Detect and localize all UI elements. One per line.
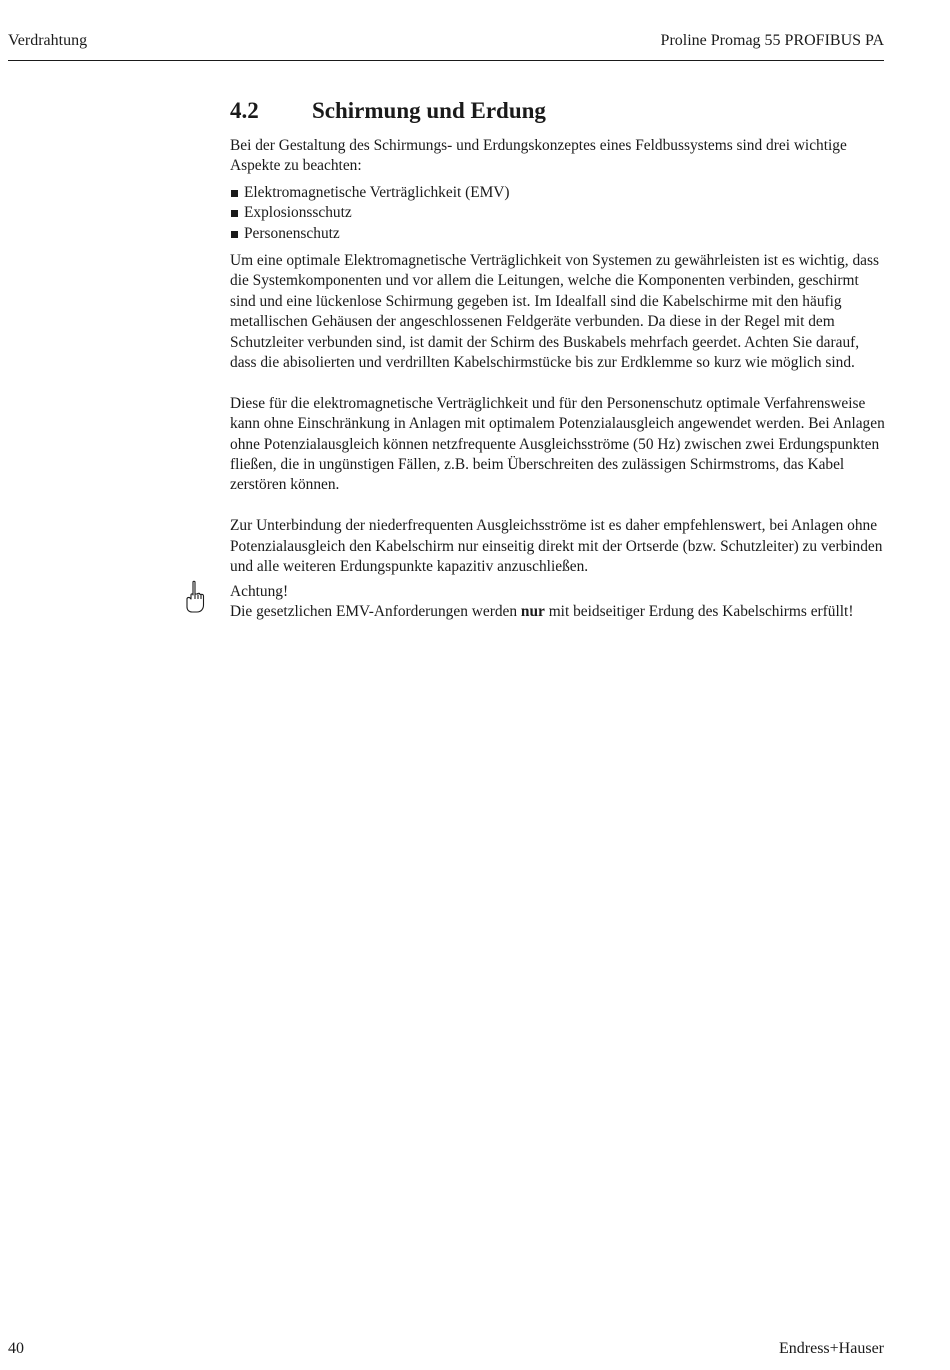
list-item: Elektromagnetische Verträglichkeit (EMV) bbox=[230, 183, 885, 203]
aspects-list bbox=[230, 183, 885, 244]
warning-note bbox=[230, 582, 885, 623]
header-section-name: Verdrahtung bbox=[8, 32, 88, 49]
page-header bbox=[8, 32, 884, 61]
brand-name: Endress+Hauser bbox=[779, 1340, 884, 1357]
note-heading: Achtung! bbox=[230, 582, 289, 600]
section-title: Schirmung und Erdung bbox=[312, 98, 546, 123]
list-item: Personenschutz bbox=[230, 224, 885, 244]
body-paragraph: Um eine optimale Elektromagnetische Verträglichkeit von Systemen zu gewährleisten ist es wichtig, dass die Systemkomponenten und vor allem die Leitungen, welche die Komponenten verbinden, geschirmt sind und eine lückenlose Schirmung gegeben ist. Im Idealfall sind die Kabelschirme mit den häufig metallischen Gehäusen der angeschlossenen Feldgeräte verbunden. Da diese in der Regel mit dem Schutzleiter verbunden sind, ist damit der Schirm des Buskabels mehrfach geerdet. Achten Sie darauf, dass die abisolierten und verdrillten Kabelschirmstücke bis zur Erdklemme so kurz wie möglich sind. bbox=[230, 252, 879, 372]
body-paragraph: Zur Unterbindung der niederfrequenten Ausgleichsströme ist es daher empfehlenswert, bei Anlagen ohne Potenzialausgleich den Kabelschirm nur einseitig direkt mit der Ortserde (bzw. Schutzleiter) zu verbinden und alle weiteren Erdungspunkte kapazitiv anzuschließen. bbox=[230, 517, 883, 576]
note-emphasis: nur bbox=[520, 602, 545, 620]
main-content bbox=[230, 96, 885, 622]
body-paragraph: Diese für die elektromagnetische Verträglichkeit und für den Personenschutz optimale Verfahrensweise kann ohne Einschränkung in Anlagen mit optimalem Potenzialausgleich angewendet werden. Bei Anlagen ohne Potenzialausgleich können netzfrequente Ausgleichsströme (50 Hz) zwischen zwei Erdungspunkten fließen, die in ungünstigen Fällen, z.B. beim Überschreiten des zulässigen Schirmstroms, das Kabel zerstören können. bbox=[230, 394, 885, 494]
page-number: 40 bbox=[8, 1340, 24, 1357]
section-number: 4.2 bbox=[230, 98, 259, 123]
pointing-hand-icon bbox=[184, 580, 206, 614]
note-text-after: mit beidseitiger Erdung des Kabelschirms erfüllt! bbox=[544, 602, 854, 620]
intro-paragraph: Bei der Gestaltung des Schirmungs- und Erdungskonzeptes eines Feldbussystems sind drei wichtige Aspekte zu beachten: bbox=[230, 137, 847, 175]
note-text-before: Die gesetzlichen EMV-Anforderungen werden bbox=[230, 602, 521, 620]
section-heading bbox=[230, 96, 885, 126]
header-product-name: Proline Promag 55 PROFIBUS PA bbox=[660, 32, 884, 49]
note-text bbox=[230, 602, 885, 622]
list-item: Explosionsschutz bbox=[230, 203, 885, 223]
